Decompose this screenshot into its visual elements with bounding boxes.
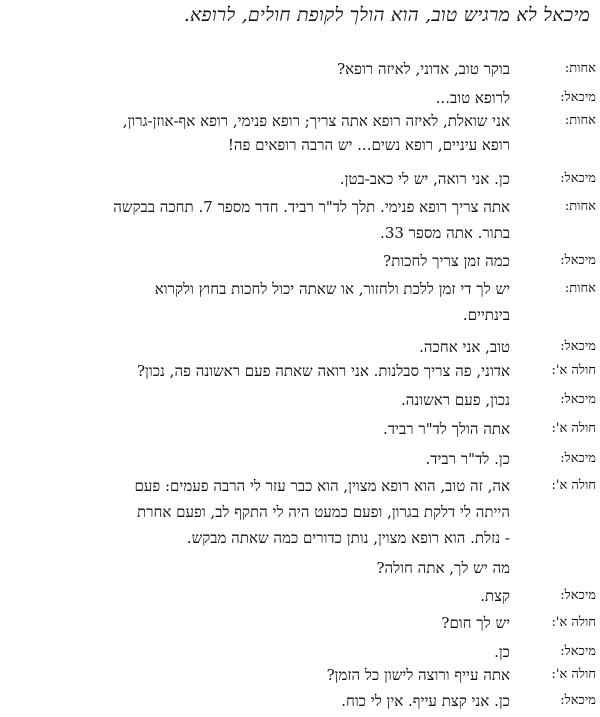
dialogue-line — [0, 362, 600, 386]
speaker-label: אחות: — [564, 113, 596, 128]
dialogue-line — [0, 112, 600, 136]
dialogue-line — [0, 450, 600, 474]
dialogue-line — [0, 477, 600, 501]
dialogue-line — [0, 198, 600, 222]
dialogue-text: קצת. — [480, 587, 510, 605]
speaker-label: אחות: — [564, 281, 596, 296]
dialogue-text: לרופא טוב... — [435, 89, 510, 107]
dialogue-text: אתה צריך רופא פנימי. תלך לד"ר רביד. חדר מספר 7. תחכה בבקשה — [113, 198, 510, 216]
dialogue-text: אתה עייף ורוצה לישון כל הזמן? — [326, 666, 510, 684]
speaker-label: מיכאל: — [560, 693, 596, 708]
dialogue-text: רופא עיניים, רופא נשים... יש הרבה רופאים פה! — [227, 136, 510, 154]
dialogue-text: כן. אני קצת עייף. אין לי כוח. — [341, 692, 510, 710]
dialogue-text: כן. אני רואה, יש לי כאב-בטן. — [339, 170, 510, 188]
speaker-label: חולה א': — [551, 615, 596, 630]
dialogue-text: הייתה לי דלקת בגרון, ופעם כמעט היה לי התקף לב, ופעם אחרת — [136, 503, 510, 521]
dialogue-text: אדוני, פה צריך סבלנות. אני רואה שאתה פעם ראשונה פה, נכון? — [137, 362, 510, 380]
dialogue-text: אה, זה טוב, הוא רופא מצוין, הוא כבר עזר לי הרבה פעמים: פעם — [134, 477, 510, 495]
dialogue-text: יש לך חום? — [441, 614, 510, 632]
speaker-label: מיכאל: — [560, 644, 596, 659]
dialogue-text: מה יש לך, אתה חולה? — [376, 559, 510, 577]
dialogue-text: כמה זמן צריך לחכות? — [383, 252, 510, 270]
dialogue-line — [0, 559, 600, 583]
dialogue-line — [0, 89, 600, 113]
dialogue-line — [0, 420, 600, 444]
dialogue-line — [0, 692, 600, 716]
dialogue-text: אני שואלת, לאיזה רופא אתה צריך; רופא פנימי, רופא אף-אוזן-גרון, — [122, 112, 510, 130]
dialogue-line — [0, 136, 600, 160]
dialogue-line — [0, 60, 600, 84]
dialogue-text: בוקר טוב, אדוני, לאיזה רופא? — [337, 60, 510, 78]
speaker-label: מיכאל: — [560, 90, 596, 105]
dialogue-line — [0, 170, 600, 194]
dialogue-line — [0, 666, 600, 690]
speaker-label: חולה א': — [551, 421, 596, 436]
dialogue-line — [0, 252, 600, 276]
speaker-label: אחות: — [564, 61, 596, 76]
speaker-label: חולה א': — [551, 363, 596, 378]
dialogue-line — [0, 224, 600, 248]
dialogue-line — [0, 503, 600, 527]
dialogue-text: אתה הולך לד"ר רביד. — [383, 420, 510, 438]
speaker-label: מיכאל: — [560, 253, 596, 268]
speaker-label: אחות: — [564, 199, 596, 214]
speaker-label: מיכאל: — [560, 451, 596, 466]
dialogue-text: נכון, פעם ראשונה. — [401, 391, 510, 409]
dialogue-line — [0, 614, 600, 638]
dialogue-line — [0, 587, 600, 611]
speaker-label: מיכאל: — [560, 339, 596, 354]
dialogue-text: כן. לד"ר רביד. — [425, 450, 510, 468]
dialogue-line — [0, 306, 600, 330]
dialogue-line — [0, 280, 600, 304]
speaker-label: מיכאל: — [560, 588, 596, 603]
speaker-label: חולה א': — [551, 667, 596, 682]
dialogue-text: טוב, אני אחכה. — [419, 338, 510, 356]
dialogue-line — [0, 391, 600, 415]
speaker-label: חולה א': — [551, 478, 596, 493]
speaker-label: מיכאל: — [560, 392, 596, 407]
dialogue-line — [0, 529, 600, 553]
page-title: מיכאל לא מרגיש טוב, הוא הולך לקופת חולים, לרופא. — [183, 4, 590, 26]
dialogue-line — [0, 338, 600, 362]
dialogue-text: בתור. אתה מספר 33. — [380, 224, 510, 242]
dialogue-line — [0, 643, 600, 667]
dialogue-text: בינתיים. — [462, 306, 510, 324]
speaker-label: מיכאל: — [560, 171, 596, 186]
dialogue-text: - נזלת. הוא רופא מצוין, נותן כדורים כמה שאתה מבקש. — [186, 529, 510, 547]
dialogue-text: יש לך די זמן ללכת ולחזור, או שאתה יכול לחכות בחוץ ולקרוא — [154, 280, 510, 298]
dialogue-text: כן. — [494, 643, 510, 661]
